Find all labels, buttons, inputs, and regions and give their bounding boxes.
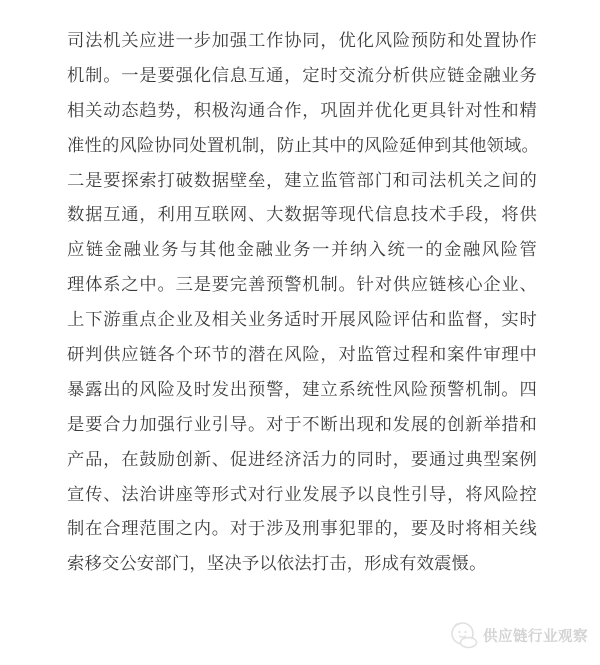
text-line: 数据互通，利用互联网、大数据等现代信息技术手段，将供: [67, 205, 537, 225]
text-line: 索移交公安部门，坚决予以依法打击，形成有效震慑。: [67, 554, 487, 574]
text-line: 二是要探索打破数据壁垒，建立监管部门和司法机关之间的: [67, 170, 537, 190]
text-line: 上下游重点企业及相关业务适时开展风险评估和监督，实时: [67, 310, 537, 330]
watermark-label: 供应链行业观察: [483, 629, 588, 645]
text-line: 研判供应链各个环节的潜在风险，对监管过程和案件审理中: [67, 345, 537, 365]
text-line: 司法机关应进一步加强工作协同，优化风险预防和处置协作: [67, 31, 537, 50]
text-line: 相关动态趋势，积极沟通合作，巩固并优化更具针对性和精: [67, 100, 537, 120]
article-body: [67, 24, 537, 582]
text-line: 是要合力加强行业引导。对于不断出现和发展的创新举措和: [67, 414, 537, 434]
text-line: 应链金融业务与其他金融业务一并纳入统一的金融风险管: [67, 240, 537, 260]
text-line: 宣传、法治讲座等形式对行业发展予以良性引导，将风险控: [67, 484, 537, 504]
text-line: 理体系之中。三是要完善预警机制。针对供应链核心企业、: [67, 275, 537, 295]
text-line: 暴露出的风险及时发出预警，建立系统性风险预警机制。四: [67, 379, 537, 399]
text-line: 机制。一是要强化信息互通，定时交流分析供应链金融业务: [67, 65, 537, 85]
text-line: 产品，在鼓励创新、促进经济活力的同时，要通过典型案例: [67, 449, 537, 469]
cartoon-face-logo-icon: [449, 621, 478, 650]
text-line: 准性的风险协同处置机制，防止其中的风险延伸到其他领域。: [67, 135, 539, 155]
text-line: 制在合理范围之内。对于涉及刑事犯罪的，要及时将相关线: [67, 519, 537, 539]
watermark: [449, 621, 588, 650]
